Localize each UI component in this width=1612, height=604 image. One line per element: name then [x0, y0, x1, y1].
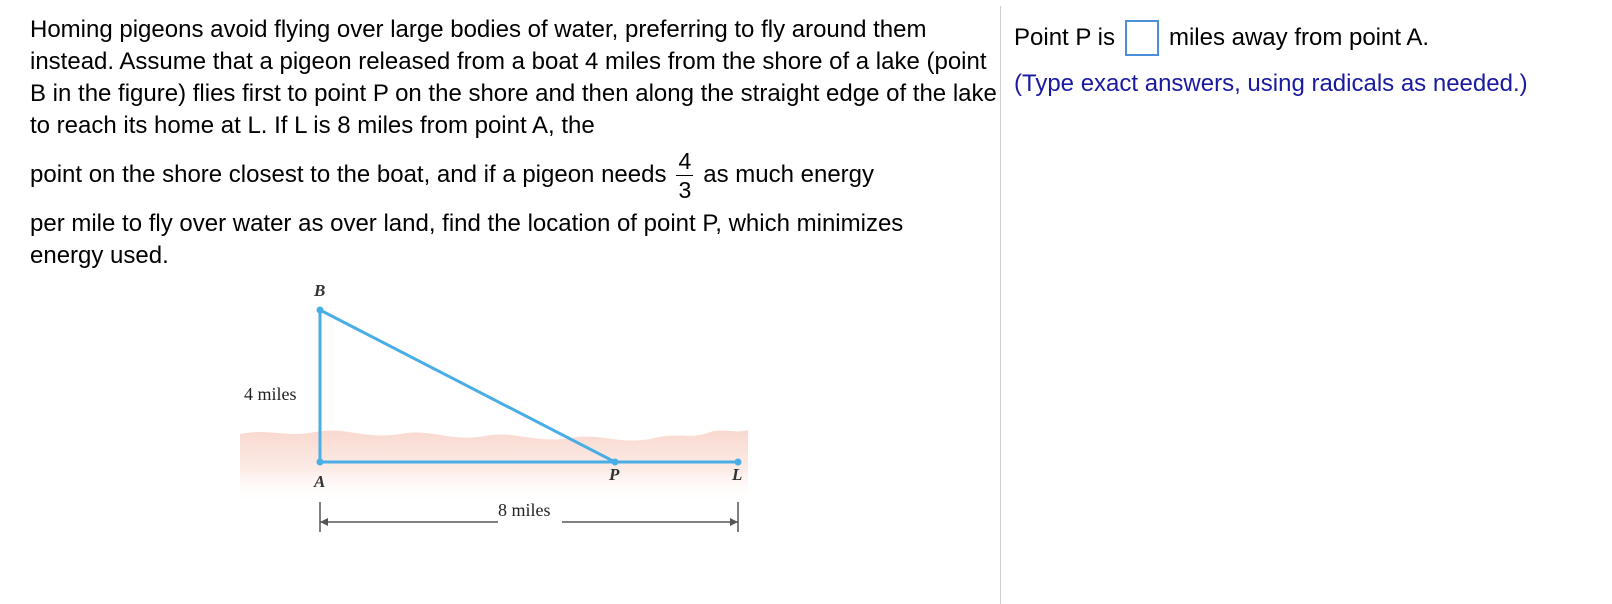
answer-line	[1014, 20, 1429, 56]
problem-text-part2-before: point on the shore closest to the boat, and if a pigeon needs	[30, 161, 667, 188]
fraction-numerator: 4	[678, 147, 692, 174]
lake-diagram	[240, 282, 760, 542]
label-4-miles: 4 miles	[244, 384, 297, 404]
fraction-denominator: 3	[678, 176, 692, 203]
problem-text-part2-after: as much energy	[703, 161, 875, 188]
label-point-l: L	[732, 465, 743, 484]
answer-prefix: Point P is	[1014, 24, 1115, 51]
lake-figure	[240, 282, 760, 547]
problem-statement	[30, 14, 1005, 272]
problem-fraction-line	[30, 142, 1005, 208]
problem-text-part3: per mile to fly over water as over land, find the location of point P, which minimizes energy used.	[30, 210, 904, 269]
label-point-a: A	[314, 472, 326, 491]
panel-divider	[1000, 6, 1001, 604]
label-point-p: P	[609, 465, 620, 484]
answer-suffix: miles away from point A.	[1168, 24, 1430, 51]
point-a-dot	[317, 459, 324, 466]
shore-region	[240, 430, 748, 504]
answer-input[interactable]	[1125, 20, 1159, 56]
label-8-miles: 8 miles	[498, 500, 551, 520]
dimension-arrow-right	[730, 518, 738, 526]
point-b-dot	[317, 307, 324, 314]
dimension-arrow-left	[320, 518, 328, 526]
problem-text-part1: Homing pigeons avoid flying over large bodies of water, preferring to fly around them instead. Assume that a pigeon released from a boat 4 miles from the shore of a lake (point B in the figure) flies first to point P on the shore and then along the straight edge of the lake to reach its home at L. If L is 8 miles from point A, the	[30, 16, 997, 139]
answer-hint: (Type exact answers, using radicals as needed.)	[1014, 70, 1528, 97]
fraction-four-thirds	[676, 149, 693, 202]
label-point-b: B	[314, 282, 326, 300]
